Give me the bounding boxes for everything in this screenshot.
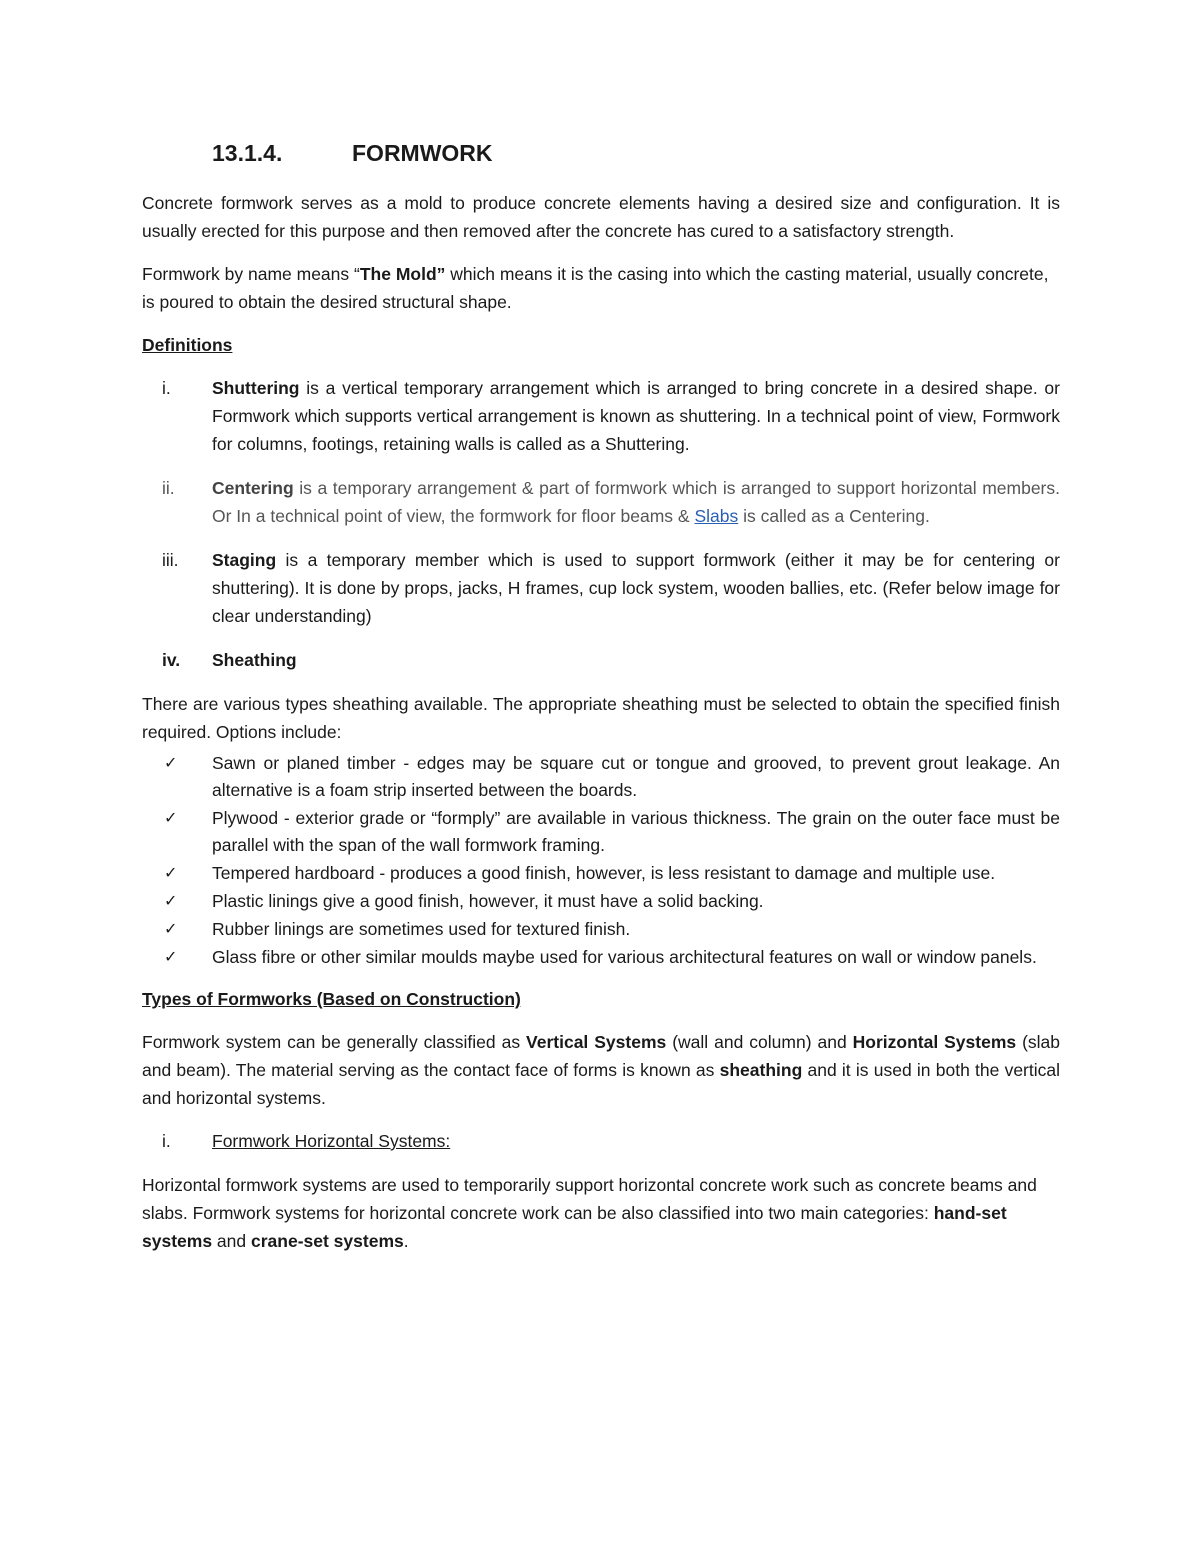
- sheathing-options-list: [142, 750, 1060, 971]
- roman-numeral: i.: [162, 378, 171, 398]
- list-item: ✓ Rubber linings are sometimes used for textured finish.: [142, 916, 1060, 943]
- checkmark-icon: ✓: [164, 865, 178, 882]
- definition-term: Sheathing: [212, 650, 297, 670]
- definition-term: Centering: [212, 478, 294, 498]
- horizontal-systems-title: Formwork Horizontal Systems:: [212, 1131, 451, 1151]
- definition-item: iii. Staging is a temporary member which is used to support formwork (either it may be for centering or shuttering). It is done by props, jacks, H frames, cup lock system, wooden ballies, etc. (Refer below image for clear understanding): [142, 546, 1060, 630]
- list-item: ✓ Plywood - exterior grade or “formply” are available in various thickness. The grain on the outer face must be parallel with the span of the wall formwork framing.: [142, 805, 1060, 859]
- intro-paragraph-1: Concrete formwork serves as a mold to produce concrete elements having a desired size and configuration. It is usually erected for this purpose and then removed after the concrete has cured to a satisfactory strength.: [142, 193, 1060, 241]
- checkmark-icon: ✓: [164, 755, 178, 772]
- checkmark-icon: ✓: [164, 949, 178, 966]
- checkmark-icon: ✓: [164, 921, 178, 938]
- roman-numeral: ii.: [162, 478, 175, 498]
- checkmark-icon: ✓: [164, 893, 178, 910]
- horizontal-paragraph: Horizontal formwork systems are used to temporarily support horizontal concrete work such as concrete beams and slabs. Formwork systems for horizontal concrete work can be also classified into two main categories: hand-set systems and crane-set systems.: [142, 1175, 1037, 1251]
- section-number: 13.1.4.: [212, 140, 283, 166]
- section-title: FORMWORK: [352, 140, 493, 166]
- definition-item: [142, 646, 1060, 674]
- roman-numeral: i.: [162, 1131, 171, 1151]
- sheathing-intro: There are various types sheathing available. The appropriate sheathing must be selected to obtain the specified finish required. Options include:: [142, 694, 1060, 742]
- intro-paragraph-2: Formwork by name means “The Mold” which means it is the casing into which the casting material, usually concrete, is poured to obtain the desired structural shape.: [142, 264, 1049, 312]
- slabs-link[interactable]: Slabs: [694, 506, 739, 526]
- definitions-heading: Definitions: [142, 335, 233, 355]
- section-heading: [212, 140, 1060, 167]
- types-paragraph: Formwork system can be generally classified as Vertical Systems (wall and column) and Horizontal Systems (slab and beam). The material serving as the contact face of forms is known as sheathing and it is used in both the vertical and horizontal systems.: [142, 1032, 1061, 1108]
- definition-item: i. Shuttering is a vertical temporary arrangement which is arranged to bring concrete in a desired shape. or Formwork which supports vertical arrangement is known as shuttering. In a technical point of view, Formwork for columns, footings, retaining walls is called as a Shuttering.: [142, 374, 1060, 458]
- definition-term: Staging: [212, 550, 277, 570]
- types-heading: Types of Formworks (Based on Construction): [142, 989, 521, 1009]
- list-item: ✓ Glass fibre or other similar moulds maybe used for various architectural features on wall or window panels.: [142, 944, 1060, 971]
- checkmark-icon: ✓: [164, 810, 178, 827]
- definition-term: Shuttering: [212, 378, 300, 398]
- roman-numeral: iv.: [162, 650, 181, 670]
- horizontal-systems-heading: [142, 1127, 1060, 1155]
- list-item: ✓ Sawn or planed timber - edges may be square cut or tongue and grooved, to prevent grout leakage. An alternative is a foam strip inserted between the boards.: [142, 750, 1060, 804]
- definition-item: ii. Centering is a temporary arrangement & part of formwork which is arranged to support horizontal members. Or In a technical point of view, the formwork for floor beams & Slabs is called as a Centering.: [142, 474, 1060, 530]
- document-page: [142, 140, 1060, 1255]
- list-item: ✓ Tempered hardboard - produces a good finish, however, is less resistant to damage and multiple use.: [142, 860, 1060, 887]
- list-item: ✓ Plastic linings give a good finish, however, it must have a solid backing.: [142, 888, 1060, 915]
- roman-numeral: iii.: [162, 550, 179, 570]
